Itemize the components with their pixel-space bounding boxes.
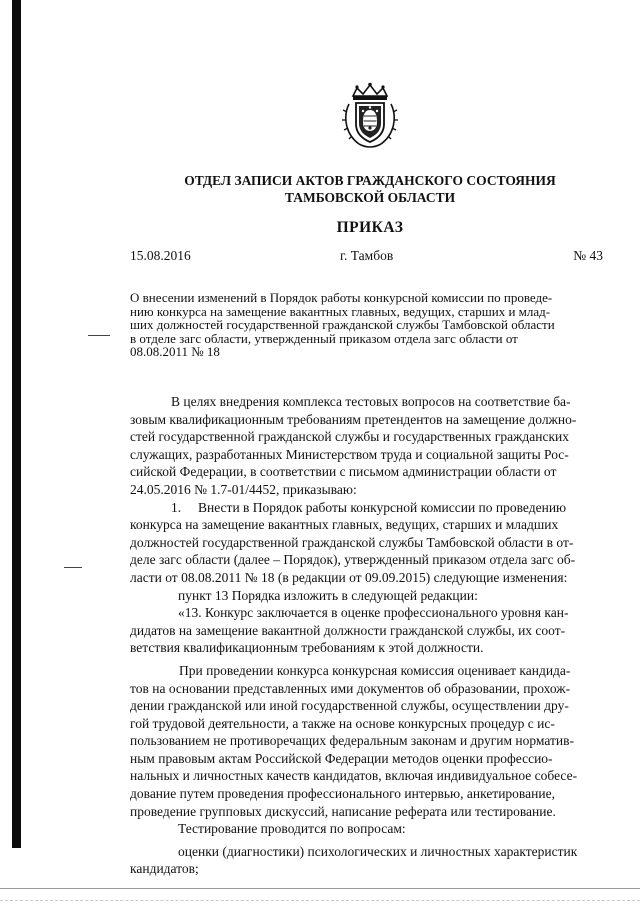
body-line: кандидатов; (130, 861, 199, 877)
body-line: тов на основании представленных ими документов об образовании, прохож- (130, 680, 571, 696)
subject-line: нию конкурса на замещение вакантных главных, ведущих, старших и млад- (130, 303, 551, 319)
body-line: «13. Конкурс заключается в оценке профессионального уровня кан- (178, 605, 569, 621)
body-line: оценки (диагностики) психологических и личностных характеристик (178, 843, 578, 859)
body-line: ным правовым актам Российской Федерации методов оценки профессио- (130, 750, 553, 766)
body-line: служащих, разработанных Министерством труда и социальной защиты Рос- (130, 446, 569, 462)
body-line: сийской Федерации, в соответствии с письмом администрации области от (130, 464, 557, 480)
coat-of-arms-emblem (339, 82, 401, 152)
body-line: В целях внедрения комплекса тестовых вопросов на соответствие ба- (171, 394, 571, 409)
body-line: При проведении конкурса конкурсная комиссия оценивает кандида- (179, 662, 571, 678)
page-bottom-edge (0, 900, 640, 901)
body-line: должностей государственной гражданской службы Тамбовской области в от- (130, 534, 574, 550)
scan-edge (12, 0, 21, 848)
coat-of-arms-icon (339, 82, 401, 152)
order-body (130, 393, 610, 878)
body-line: деле загс области (далее – Порядок), утвержденный приказом отдела загс об- (130, 552, 576, 568)
body-line: гой трудовой деятельности, а также на основе конкурсных процедур с ис- (130, 715, 555, 731)
document-city: г. Тамбов (340, 248, 394, 263)
subject-line: О внесении изменений в Порядок работы конкурсной комиссии по проведе- (130, 290, 553, 305)
order-subject (130, 291, 610, 359)
body-line: дении гражданской или иной государственной службы, осуществлении дру- (130, 698, 569, 714)
document-meta (130, 248, 603, 266)
body-line: дование путем проведения профессионального интервью, анкетирование, (130, 786, 555, 802)
body-line: пункт 13 Порядка изложить в следующей редакции: (178, 587, 478, 603)
document-date: 15.08.2016 (130, 248, 191, 263)
body-line: 1. Внести в Порядок работы конкурсной комиссии по проведению (171, 499, 567, 515)
body-line: нальных и личностных качеств кандидатов, включая индивидуальное собесе- (130, 768, 578, 784)
body-line: проведение групповых дискуссий, написание реферата или тестирование. (130, 803, 556, 819)
org-title-line: ОТДЕЛ ЗАПИСИ АКТОВ ГРАЖДАНСКОГО СОСТОЯНИЯ (184, 173, 556, 188)
body-line: Тестирование проводится по вопросам: (178, 821, 406, 837)
subject-line: в отделе загс области, утвержденный приказом отдела загс области от (130, 330, 518, 346)
body-line: пользованием не противоречащих федеральным законам и другим норматив- (130, 733, 575, 749)
page-bottom-edge (0, 888, 640, 889)
organization-title (130, 172, 610, 206)
subject-line: ших должностей государственной гражданской службы Тамбовской области (130, 317, 555, 332)
subject-line: 08.08.2011 № 18 (130, 344, 220, 359)
body-line: стей государственной гражданской службы и государственных гражданских (130, 429, 569, 445)
body-line: 24.05.2016 № 1.7-01/4452, приказываю: (130, 481, 357, 497)
body-line: ветствия квалификационным требованиям к этой должности. (130, 640, 484, 656)
margin-mark (64, 567, 82, 568)
body-line: дидатов на замещение вакантной должности гражданской службы, их соот- (130, 622, 566, 638)
document-type: ПРИКАЗ (336, 219, 404, 236)
margin-mark (88, 335, 110, 336)
document-number: № 43 (573, 248, 603, 263)
org-title-line: ТАМБОВСКОЙ ОБЛАСТИ (284, 190, 456, 205)
body-line: ласти от 08.08.2011 № 18 (в редакции от 09.09.2015) следующие изменения: (130, 569, 568, 585)
body-line: конкурса на замещение вакантных главных, ведущих, старших и младших (130, 517, 559, 533)
body-line: зовым квалификационным требованиям претендентов на замещение должно- (130, 411, 577, 427)
